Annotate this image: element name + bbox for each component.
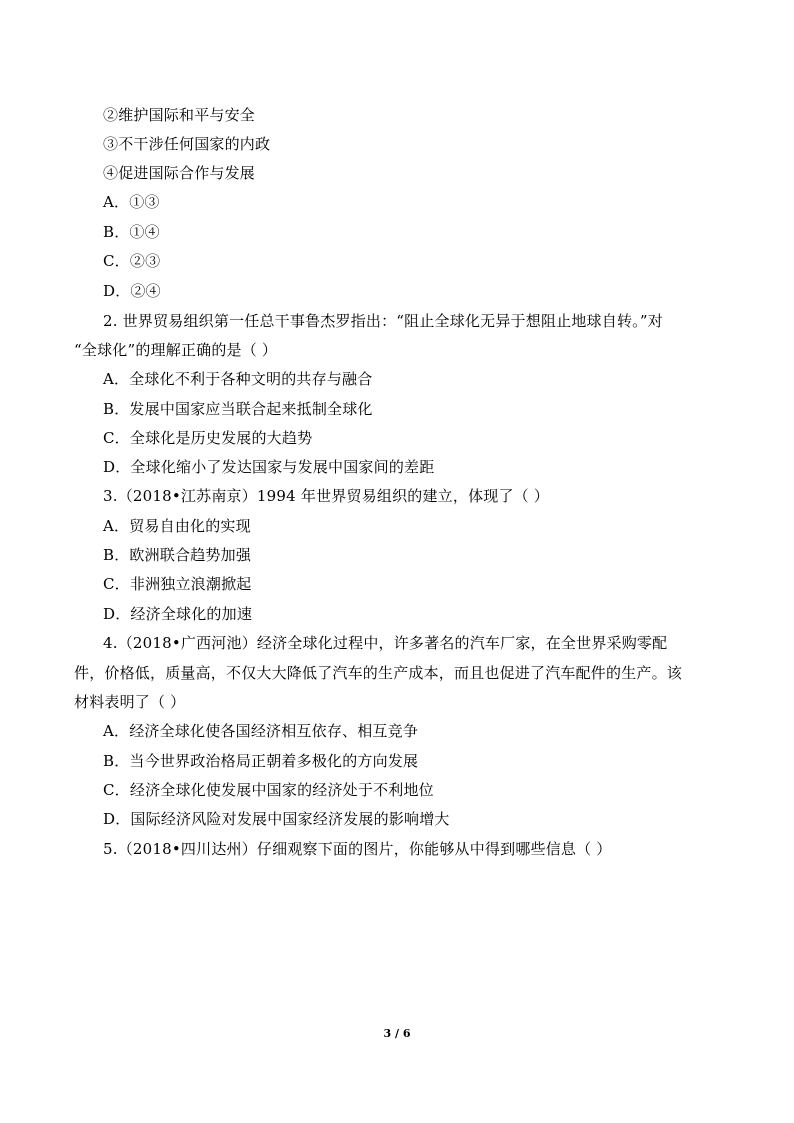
- q5-stem: 5.（2018•四川达州）仔细观察下面的图片，你能够从中得到哪些信息（ ）: [103, 840, 612, 858]
- q3-option-c: C．非洲独立浪潮掀起: [103, 575, 252, 593]
- q1-option-d: D．②④: [103, 282, 161, 300]
- q4-stem-line2: 件，价格低，质量高，不仅大大降低了汽车的生产成本，而且也促进了汽车配件的生产。该: [74, 664, 683, 682]
- q1-option-a: A．①③: [103, 193, 160, 211]
- q2-option-c: C．全球化是历史发展的大趋势: [103, 429, 313, 447]
- q2-option-a: A．全球化不利于各种文明的共存与融合: [103, 370, 373, 388]
- q1-option-c: C．②③: [103, 252, 161, 270]
- q1-item-4: ④促进国际合作与发展: [103, 164, 256, 182]
- q2-option-d: D．全球化缩小了发达国家与发展中国家间的差距: [103, 458, 435, 476]
- q4-option-b: B．当今世界政治格局正朝着多极化的方向发展: [103, 752, 419, 770]
- q1-option-b: B．①④: [103, 223, 160, 241]
- q2-stem-line2: “全球化”的理解正确的是（ ）: [74, 341, 278, 359]
- q2-option-b: B．发展中国家应当联合起来抵制全球化: [103, 400, 373, 418]
- q1-item-2: ②维护国际和平与安全: [103, 106, 256, 124]
- q4-stem-line1: 4.（2018•广西河池）经济全球化过程中，许多著名的汽车厂家，在全世界采购零配: [103, 634, 668, 652]
- q3-stem: 3.（2018•江苏南京）1994 年世界贸易组织的建立，体现了（ ）: [103, 487, 550, 505]
- q3-option-b: B．欧洲联合趋势加强: [103, 546, 252, 564]
- q2-stem-line1: 2. 世界贸易组织第一任总干事鲁杰罗指出：“阻止全球化无异于想阻止地球自转。”对: [103, 312, 663, 330]
- q4-option-c: C．经济全球化使发展中国家的经济处于不利地位: [103, 781, 434, 799]
- q4-option-d: D．国际经济风险对发展中国家经济发展的影响增大: [103, 810, 450, 828]
- q4-option-a: A．经济全球化使各国经济相互依存、相互竞争: [103, 722, 419, 740]
- q3-option-a: A．贸易自由化的实现: [103, 517, 251, 535]
- page-number: 3 / 6: [383, 1027, 411, 1040]
- q1-item-3: ③不干涉任何国家的内政: [103, 135, 271, 153]
- q4-stem-line3: 材料表明了（ ）: [74, 693, 186, 711]
- q3-option-d: D．经济全球化的加速: [103, 605, 253, 623]
